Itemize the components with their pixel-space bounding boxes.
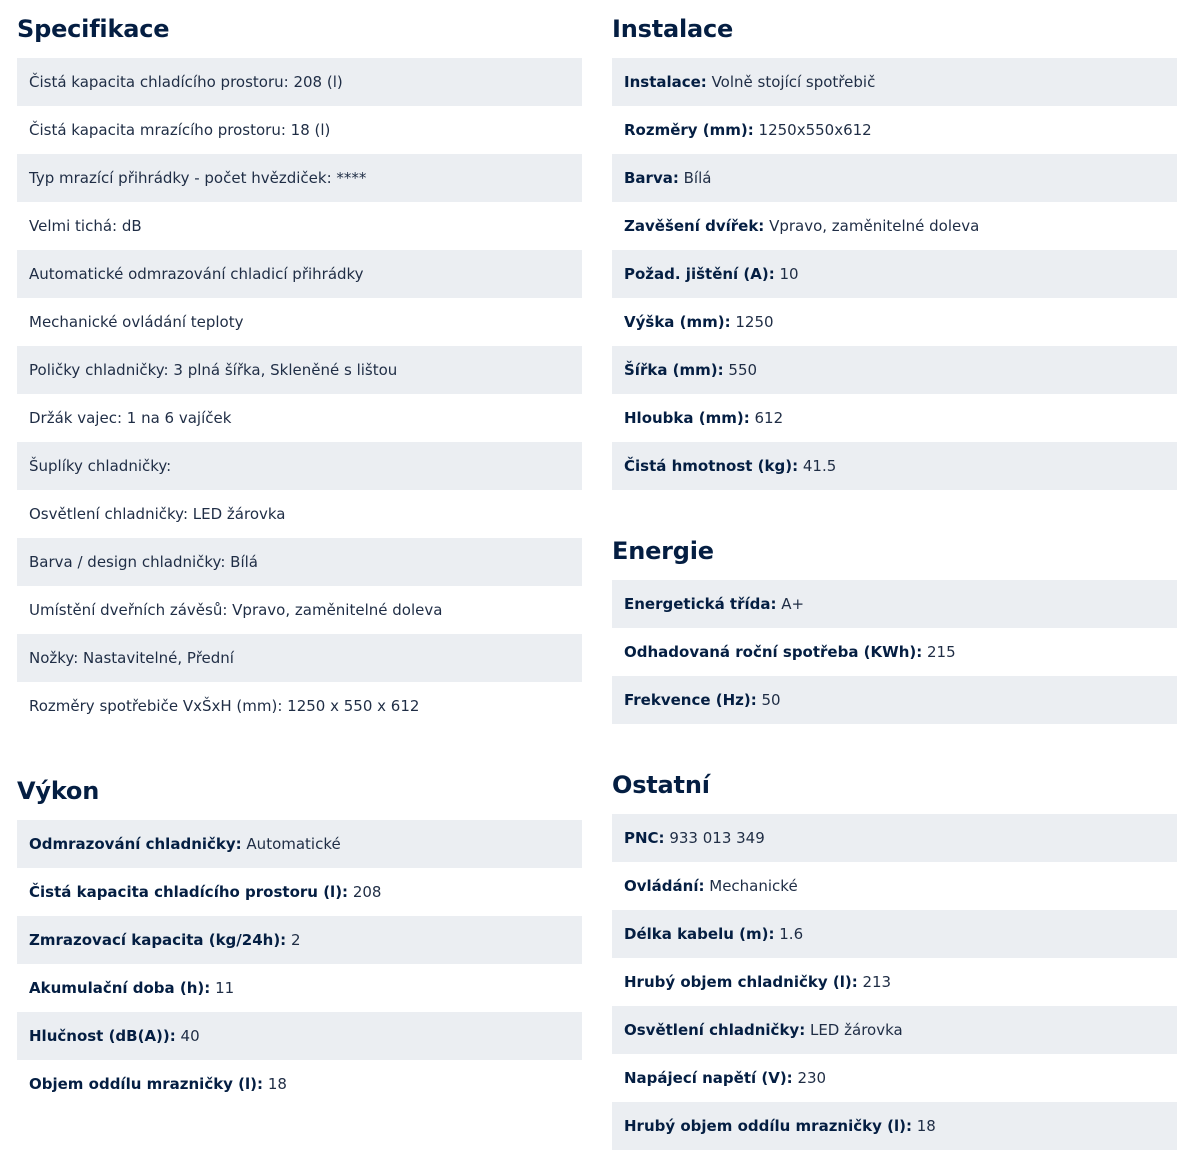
spec-value: 10 xyxy=(774,265,799,283)
spec-row: Typ mrazící přihrádky - počet hvězdiček: **** xyxy=(17,154,582,202)
section-instalace xyxy=(612,0,1177,490)
spec-label: Osvětlení chladničky: xyxy=(624,1021,806,1039)
spec-label: Čistá kapacita chladícího prostoru (l): xyxy=(29,883,349,901)
spec-label: Barva: xyxy=(624,169,679,187)
spec-label: Zmrazovací kapacita (kg/24h): xyxy=(29,931,287,949)
section-specifikace xyxy=(17,0,582,730)
right-column xyxy=(612,0,1177,1150)
spec-label: Požad. jištění (A): xyxy=(624,265,775,283)
spec-label: Hlučnost (dB(A)): xyxy=(29,1027,176,1045)
spec-row xyxy=(612,580,1177,628)
spec-row xyxy=(612,154,1177,202)
spec-value: 612 xyxy=(749,409,784,427)
spec-row: Čistá kapacita mrazícího prostoru: 18 (l) xyxy=(29,121,331,139)
spec-label: Napájecí napětí (V): xyxy=(624,1069,793,1087)
spec-value: 40 xyxy=(175,1027,200,1045)
spec-label: Čistá hmotnost (kg): xyxy=(624,457,799,475)
section-energie xyxy=(612,522,1177,724)
spec-label: Odmrazování chladničky: xyxy=(29,835,242,853)
spec-list-specifikace xyxy=(17,58,582,730)
spec-label: Objem oddílu mrazničky (l): xyxy=(29,1075,264,1093)
spec-value: 50 xyxy=(756,691,781,709)
spec-row: Automatické odmrazování chladicí přihrádky xyxy=(17,250,582,298)
spec-label: Frekvence (Hz): xyxy=(624,691,757,709)
spec-row xyxy=(612,814,1177,862)
spec-row xyxy=(17,964,582,1012)
spec-row xyxy=(17,916,582,964)
spec-label: Délka kabelu (m): xyxy=(624,925,775,943)
spec-value: Mechanické xyxy=(704,877,798,895)
spec-label: Šířka (mm): xyxy=(624,361,724,379)
spec-row xyxy=(17,1060,582,1108)
section-gap xyxy=(17,730,582,762)
section-title-energie: Energie xyxy=(612,537,714,565)
spec-value: 213 xyxy=(857,973,892,991)
spec-row xyxy=(612,442,1177,490)
spec-row: Velmi tichá: dB xyxy=(29,217,142,235)
spec-label: Hloubka (mm): xyxy=(624,409,750,427)
spec-label: Ovládání: xyxy=(624,877,705,895)
spec-row xyxy=(612,298,1177,346)
spec-label: Instalace: xyxy=(624,73,707,91)
spec-value: 18 xyxy=(263,1075,287,1093)
spec-row: Šuplíky chladničky: xyxy=(17,442,582,490)
spec-value: 208 xyxy=(348,883,382,901)
spec-row xyxy=(612,676,1177,724)
spec-row: Nožky: Nastavitelné, Přední xyxy=(17,634,582,682)
spec-row xyxy=(612,1054,1177,1102)
spec-row xyxy=(612,628,1177,676)
spec-row: Umístění dveřních závěsů: Vpravo, zaměnitelné doleva xyxy=(29,601,443,619)
spec-list-energie xyxy=(612,580,1177,724)
spec-value: 215 xyxy=(922,643,956,661)
left-column xyxy=(17,0,582,1108)
spec-label: Hrubý objem oddílu mrazničky (l): xyxy=(624,1117,912,1135)
spec-label: Rozměry (mm): xyxy=(624,121,754,139)
spec-row: Rozměry spotřebiče VxŠxH (mm): 1250 x 550 x 612 xyxy=(29,697,420,715)
spec-row xyxy=(612,58,1177,106)
spec-list-ostatni xyxy=(612,814,1177,1150)
spec-value: LED žárovka xyxy=(805,1021,903,1039)
spec-value: 18 xyxy=(911,1117,936,1135)
spec-row xyxy=(612,862,1177,910)
spec-value: 1250 xyxy=(730,313,774,331)
spec-row xyxy=(612,394,1177,442)
spec-value: 1.6 xyxy=(774,925,804,943)
section-title-vykon: Výkon xyxy=(17,777,100,805)
spec-list-vykon xyxy=(17,820,582,1108)
spec-value: 550 xyxy=(723,361,758,379)
section-title-instalace: Instalace xyxy=(612,15,734,43)
section-vykon xyxy=(17,762,582,1108)
spec-value: Vpravo, zaměnitelné doleva xyxy=(764,217,980,235)
spec-row xyxy=(612,346,1177,394)
spec-row xyxy=(612,250,1177,298)
spec-label: Zavěšení dvířek: xyxy=(624,217,765,235)
section-title-ostatni: Ostatní xyxy=(612,771,710,799)
spec-label: Odhadovaná roční spotřeba (KWh): xyxy=(624,643,923,661)
spec-label: Akumulační doba (h): xyxy=(29,979,211,997)
spec-row xyxy=(612,1102,1177,1150)
spec-value: 1250x550x612 xyxy=(753,121,872,139)
spec-value: 933 013 349 xyxy=(664,829,765,847)
spec-value: A+ xyxy=(776,595,805,613)
spec-value: Bílá xyxy=(678,169,712,187)
spec-row xyxy=(612,910,1177,958)
spec-value: 2 xyxy=(286,931,301,949)
spec-label: Energetická třída: xyxy=(624,595,777,613)
spec-row: Mechanické ovládání teploty xyxy=(29,313,244,331)
spec-list-instalace xyxy=(612,58,1177,490)
spec-value: Automatické xyxy=(241,835,341,853)
section-gap xyxy=(612,490,1177,522)
spec-row xyxy=(612,958,1177,1006)
spec-row xyxy=(17,868,582,916)
spec-row xyxy=(612,202,1177,250)
spec-value: Volně stojící spotřebič xyxy=(706,73,876,91)
spec-label: PNC: xyxy=(624,829,665,847)
section-gap xyxy=(612,724,1177,756)
section-title-specifikace: Specifikace xyxy=(17,15,170,43)
spec-row xyxy=(17,1012,582,1060)
spec-row: Barva / design chladničky: Bílá xyxy=(17,538,582,586)
spec-value: 41.5 xyxy=(798,457,837,475)
spec-row: Držák vajec: 1 na 6 vajíček xyxy=(29,409,232,427)
spec-row: Čistá kapacita chladícího prostoru: 208 (l) xyxy=(17,58,582,106)
spec-row xyxy=(612,106,1177,154)
spec-row: Osvětlení chladničky: LED žárovka xyxy=(29,505,286,523)
spec-row: Poličky chladničky: 3 plná šířka, Skleněné s lištou xyxy=(17,346,582,394)
spec-label: Výška (mm): xyxy=(624,313,731,331)
spec-value: 11 xyxy=(210,979,235,997)
spec-row xyxy=(612,1006,1177,1054)
section-ostatni xyxy=(612,756,1177,1150)
spec-row xyxy=(17,820,582,868)
spec-label: Hrubý objem chladničky (l): xyxy=(624,973,858,991)
spec-value: 230 xyxy=(792,1069,827,1087)
